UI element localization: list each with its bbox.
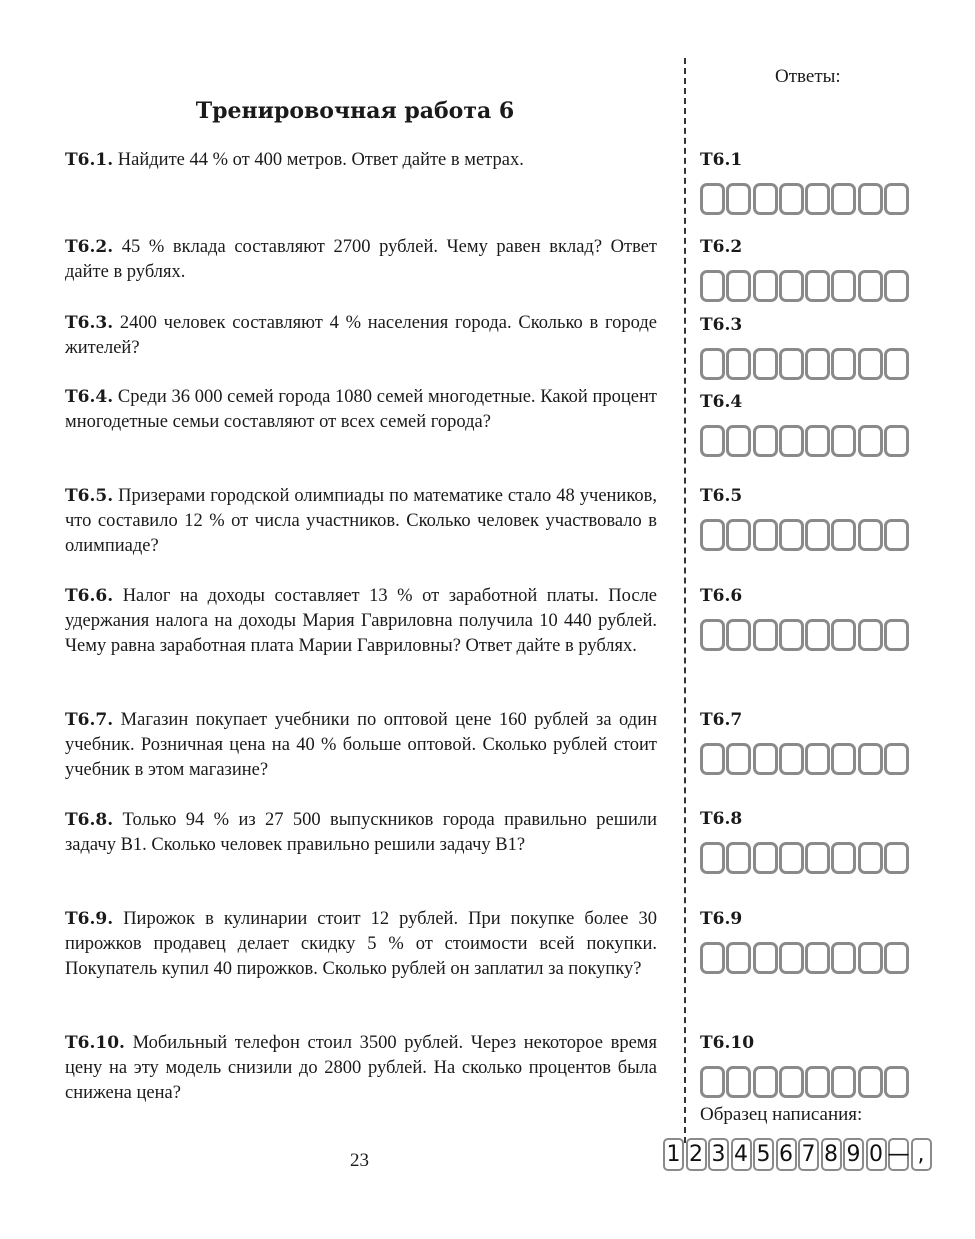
sample-writing-label: Образец написания: — [700, 1104, 863, 1125]
sample-char: 6 — [776, 1138, 797, 1171]
page-number: 23 — [350, 1150, 369, 1171]
task-id: Т6.5. — [65, 486, 114, 506]
answer-boxes[interactable] — [700, 348, 910, 380]
sample-char: 9 — [843, 1138, 864, 1171]
task-5 — [65, 484, 657, 559]
task-text: Налог на доходы составляет 13 % от заработной платы. После удержания налога на доходы Мария Гавриловна получила 10 440 рублей. Чему равна заработная плата Марии Гавриловны? Ответ дайте в рублях. — [65, 586, 658, 656]
task-id: Т6.4. — [65, 387, 114, 407]
task-id: Т6.6. — [65, 586, 114, 606]
answer-boxes[interactable] — [700, 619, 910, 651]
answer-label: Т6.6 — [700, 586, 743, 606]
task-id: Т6.7. — [65, 710, 114, 730]
task-9 — [65, 907, 657, 982]
answer-boxes[interactable] — [700, 270, 910, 302]
answer-boxes[interactable] — [700, 183, 910, 215]
task-text: Мобильный телефон стоил 3500 рублей. Через некоторое время цену на эту модель снизили до 2800 рублей. На сколько процентов была снижена цена? — [65, 1033, 657, 1103]
task-text: Найдите 44 % от 400 метров. Ответ дайте в метрах. — [117, 150, 524, 170]
task-id: Т6.2. — [65, 237, 114, 257]
task-1 — [65, 148, 657, 173]
answer-label: Т6.10 — [700, 1033, 755, 1053]
answer-boxes[interactable] — [700, 519, 910, 551]
sample-char: 8 — [821, 1138, 842, 1171]
answer-label: Т6.4 — [700, 392, 743, 412]
answer-label: Т6.8 — [700, 809, 743, 829]
answer-boxes[interactable] — [700, 842, 910, 874]
answer-label: Т6.7 — [700, 710, 743, 730]
sample-char: 2 — [686, 1138, 707, 1171]
answer-label: Т6.9 — [700, 909, 743, 929]
task-2 — [65, 235, 657, 285]
task-text: 45 % вклада составляют 2700 рублей. Чему равен вклад? Ответ дайте в рублях. — [65, 237, 658, 282]
answer-boxes[interactable] — [700, 1066, 910, 1098]
answer-boxes[interactable] — [700, 942, 910, 974]
task-text: Магазин покупает учебники по оптовой цене 160 рублей за один учебник. Розничная цена на 40 % больше оптовой. Сколько рублей стоит учебник в этом магазине? — [65, 710, 657, 780]
answer-label: Т6.2 — [700, 237, 743, 257]
task-id: Т6.1. — [65, 150, 114, 170]
sample-char: , — [911, 1138, 932, 1171]
task-text: 2400 человек составляют 4 % населения города. Сколько в городе жителей? — [65, 313, 657, 358]
task-id: Т6.8. — [65, 810, 114, 830]
sample-char: — — [888, 1138, 909, 1171]
task-text: Среди 36 000 семей города 1080 семей многодетные. Какой процент многодетные семьи составляют от всех семей города? — [65, 387, 658, 432]
task-text: Призерами городской олимпиады по математике стало 48 учеников, что составило 12 % от числа участников. Сколько человек участвовало в олимпиаде? — [65, 486, 657, 556]
page-title: Тренировочная работа 6 — [195, 98, 515, 124]
task-4 — [65, 385, 657, 435]
sample-char: 7 — [798, 1138, 819, 1171]
sample-char: 5 — [753, 1138, 774, 1171]
sample-char: 4 — [731, 1138, 752, 1171]
sample-char: 1 — [663, 1138, 684, 1171]
task-3 — [65, 311, 657, 361]
sample-char: 0 — [866, 1138, 887, 1171]
answer-boxes[interactable] — [700, 743, 910, 775]
answer-label: Т6.5 — [700, 486, 743, 506]
answer-label: Т6.3 — [700, 315, 743, 335]
task-6 — [65, 584, 657, 659]
task-id: Т6.10. — [65, 1033, 125, 1053]
cut-line-divider — [684, 58, 686, 1143]
answer-label: Т6.1 — [700, 150, 743, 170]
task-id: Т6.3. — [65, 313, 114, 333]
task-text: Только 94 % из 27 500 выпускников города правильно решили задачу B1. Сколько человек правильно решили задачу B1? — [65, 810, 658, 855]
task-id: Т6.9. — [65, 909, 114, 929]
answers-heading: Ответы: — [775, 66, 841, 87]
task-text: Пирожок в кулинарии стоит 12 рублей. При покупке более 30 пирожков продавец делает скидку 5 % от стоимости всей покупки. Покупатель купил 40 пирожков. Сколько рублей он заплатил за покупку? — [65, 909, 658, 979]
task-7 — [65, 708, 657, 783]
answer-boxes[interactable] — [700, 425, 910, 457]
sample-char: 3 — [708, 1138, 729, 1171]
sample-writing-boxes — [663, 1138, 933, 1171]
task-10 — [65, 1031, 657, 1106]
task-8 — [65, 808, 657, 858]
